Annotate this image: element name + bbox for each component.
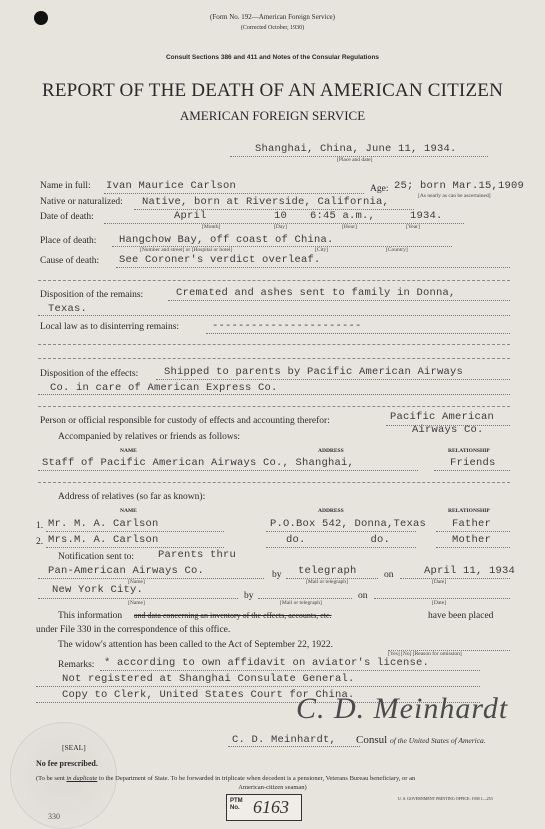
handwritten-signature: C. D. Meinhardt [296, 692, 509, 725]
instruction-body: to the Department of State. To be forwarded in triplicate when decedent is a pensioner, Veterans Bureau beneficiary, or an [98, 775, 416, 782]
relatives-col-relationship: RELATIONSHIP [448, 508, 490, 514]
corner-number: 330 [48, 812, 60, 821]
remains-label: Disposition of the remains: [40, 290, 144, 300]
fee-note: No fee prescribed. [36, 759, 98, 768]
relatives-col-address: ADDRESS [318, 508, 344, 514]
relatives-col-name: NAME [120, 508, 137, 514]
relative-name: Mr. M. A. Carlson [48, 518, 159, 530]
place-value: Hangchow Bay, off coast of China. [119, 234, 334, 246]
info-struck-text: and data concerning an inventory of the effects, accounts, etc. [134, 611, 332, 620]
date-year-caption: [Year] [406, 224, 420, 230]
date-day-caption: [Day] [274, 224, 287, 230]
age-value: 25; born Mar.15,1909 [394, 180, 525, 192]
notification-by: by [272, 570, 282, 580]
info-line-1a: This information [58, 611, 123, 621]
relative-num: 1. [36, 521, 44, 531]
custody-value-1: Pacific American [390, 411, 495, 423]
cause-label: Cause of death: [40, 256, 100, 266]
native-value: Native, born at Riverside, California, [142, 196, 390, 208]
date-hour-caption: [Hour] [342, 224, 357, 230]
yes-no-caption: [Yes] [No] [Reason for omission] [388, 651, 462, 657]
age-label: Age: [370, 184, 389, 194]
relative-relationship: Father [452, 518, 492, 530]
place-date-caption: [Place and date] [337, 157, 373, 163]
remarks-line-1: * according to own affidavit on aviator's license. [104, 657, 430, 669]
place-street-caption: [Number and street] or [Hospital or hotel] [140, 247, 233, 253]
page-subtitle: AMERICAN FOREIGN SERVICE [179, 108, 366, 123]
signature-title: Consul [356, 734, 388, 746]
instruction-prefix: (To be sent [36, 775, 65, 782]
companions-col-address: ADDRESS [318, 448, 344, 454]
notification-mail-caption: [Mail or telegraph] [306, 579, 348, 585]
notification-name-caption: [Name] [128, 579, 145, 585]
notification-on-2: on [358, 591, 368, 601]
notification-by-2: by [244, 591, 254, 601]
print-note: U. S. GOVERNMENT PRINTING OFFICE: 1930 1—253 [398, 796, 493, 801]
instruction-line-2: American-citizen seaman) [238, 784, 307, 791]
relative-address: do. do. [286, 534, 391, 546]
remains-value-2: Texas. [48, 303, 88, 315]
local-law-label: Local law as to disinterring remains: [40, 322, 180, 332]
date-hour: 6:45 a.m., [310, 210, 376, 222]
companion-relationship: Friends [450, 457, 496, 469]
accompanied-label: Accompanied by relatives or friends as follows: [58, 432, 241, 442]
stamp-prefix: PTM No. [230, 798, 243, 811]
info-line-2: under File 330 in the correspondence of this office. [36, 625, 231, 635]
name-value: Ivan Maurice Carlson [106, 180, 237, 192]
instruction-line-1 [36, 775, 415, 782]
notification-mail-caption-2: [Mail or telegraph] [280, 600, 322, 606]
notification-name-b: Pan-American Airways Co. [48, 565, 205, 577]
instruction-duplicate: in duplicate [66, 775, 98, 782]
cause-value: See Coroner's verdict overleaf. [119, 254, 321, 266]
custody-label: Person or official responsible for custody of effects and accounting therefor: [40, 416, 330, 426]
effects-value-2: Co. in care of American Express Co. [50, 382, 278, 394]
place-label: Place of death: [40, 236, 97, 246]
date-year: 1934. [410, 210, 443, 222]
custody-value-2: Airways Co. [412, 424, 484, 436]
companion-name: Staff of Pacific American Airways Co., Shanghai, [42, 457, 355, 469]
file-stamp [226, 794, 302, 821]
form-number: (Form No. 192—American Foreign Service) [210, 13, 335, 21]
companions-col-name: NAME [120, 448, 137, 454]
place-country-caption: [Country] [386, 247, 408, 253]
date-month: April [174, 210, 207, 222]
age-caption: [As nearly as can be ascertained] [418, 193, 491, 199]
consult-note: Consult Sections 386 and 411 and Notes of the Consular Regulations [165, 54, 380, 61]
notification-date: April 11, 1934 [424, 565, 516, 577]
stamp-number: 6163 [253, 797, 289, 817]
local-law-value: ----------------------- [212, 320, 362, 332]
remains-value-1: Cremated and ashes sent to family in Donna, [176, 287, 456, 299]
widow-line: The widow's attention has been called to the Act of September 22, 1922. [58, 640, 334, 650]
notification-date-caption: [Date] [432, 579, 447, 585]
place-city-caption: [City] [315, 247, 329, 253]
name-label: Name in full: [40, 181, 91, 191]
relative-relationship: Mother [452, 534, 492, 546]
notification-label: Notification sent to: [58, 552, 134, 562]
info-line-1b: have been placed [428, 611, 494, 621]
remarks-line-2: Not registered at Shanghai Consulate General. [62, 673, 355, 685]
effects-label: Disposition of the effects: [40, 369, 139, 379]
date-month-caption: [Month] [202, 224, 221, 230]
signature-suffix: of the United States of America. [390, 736, 486, 745]
notification-method: telegraph [298, 565, 357, 577]
notification-name-caption-2: [Name] [128, 600, 145, 606]
notification-on: on [384, 570, 394, 580]
relative-num: 2. [36, 537, 44, 547]
date-day: 10 [274, 210, 288, 222]
effects-value-1: Shipped to parents by Pacific American Airways [164, 366, 464, 378]
relative-address: P.O.Box 542, Donna,Texas [270, 518, 427, 530]
notification-name-2: New York City. [52, 584, 144, 596]
notification-name-a: Parents thru [158, 549, 237, 561]
date-label: Date of death: [40, 212, 94, 222]
companions-col-relationship: RELATIONSHIP [448, 448, 490, 454]
seal-label: [SEAL] [62, 743, 86, 752]
native-label: Native or naturalized: [40, 197, 123, 207]
relative-name: Mrs.M. A. Carlson [48, 534, 159, 546]
signature-typed-name: C. D. Meinhardt, [232, 734, 337, 746]
remarks-label: Remarks: [58, 660, 95, 670]
place-date-value: Shanghai, China, June 11, 1934. [255, 143, 457, 155]
corrected-note: (Corrected October, 1930) [240, 25, 305, 31]
notification-date-caption-2: [Date] [432, 600, 447, 606]
page-title: REPORT OF THE DEATH OF AN AMERICAN CITIZEN [42, 80, 503, 101]
relatives-label: Address of relatives (so far as known): [58, 492, 206, 502]
remarks-line-3: Copy to Clerk, United States Court for China. [62, 689, 355, 701]
